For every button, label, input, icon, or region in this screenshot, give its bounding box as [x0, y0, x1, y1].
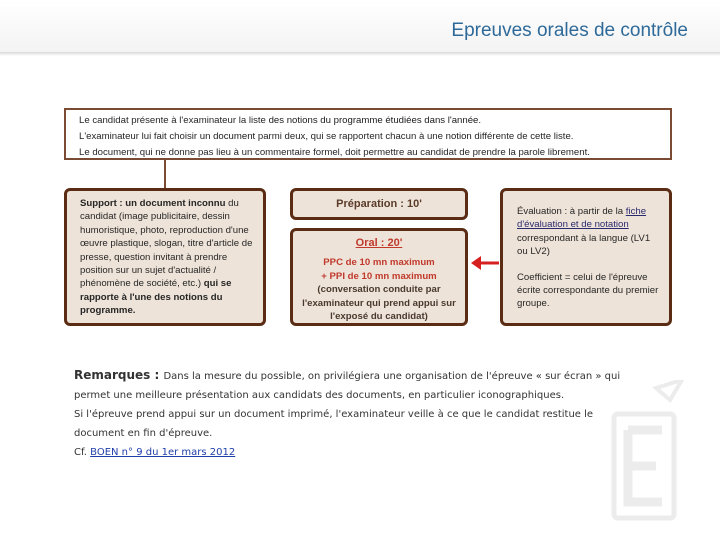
intro-box	[64, 108, 672, 160]
support-bold-tail: qui se rapporte à l'une des notions du programme.	[80, 278, 232, 317]
support-label: Support : un document inconnu	[80, 198, 226, 209]
evaluation-sheet-link[interactable]: fiche d'évaluation et de notation	[517, 206, 647, 231]
support-box	[64, 188, 266, 326]
page-title: Epreuves orales de contrôle	[451, 20, 688, 41]
intro-text: différente de cette liste.	[471, 131, 574, 142]
remarks-lead: Remarques :	[74, 368, 164, 382]
watermark-e-icon	[586, 380, 706, 530]
evaluation-lead: Évaluation : à partir de la	[517, 206, 626, 217]
coefficient-text: Coefficient = celui de l'épreuve écrite correspondante du premier groupe.	[517, 271, 659, 310]
evaluation-tail: correspondant à la langue (LV1 ou LV2)	[517, 232, 651, 258]
boen-link[interactable]: BOEN n° 9 du 1er mars 2012	[90, 447, 236, 458]
remarks-paragraph-2: Si l'épreuve prend appui sur un document imprimé, l'examinateur veille à ce que le candidat restitue le document en fin d'épreuve.	[74, 409, 594, 439]
preparation-box: Préparation : 10'	[290, 188, 468, 220]
intro-emphasis: notion	[445, 131, 472, 142]
reference-prefix: Cf.	[74, 447, 91, 458]
support-text: du candidat (image publicitaire, dessin humoristique, photo, reproduction d'une œuvre plastique, slogan, titre d'article de presse, question invitant à prendre position sur un sujet d'actualité / phénomène de société, etc.)	[80, 198, 253, 290]
title-rule	[0, 52, 720, 56]
intro-emphasis: un document	[199, 131, 256, 142]
left-arrow-icon	[470, 254, 500, 272]
oral-line-1: PPC de 10 mn maximum	[323, 257, 435, 269]
oral-heading: Oral : 20'	[355, 237, 403, 249]
remarks-section	[74, 366, 634, 462]
intro-emphasis: des notions du programme étudiées dans l'année.	[268, 115, 482, 126]
remarks-reference	[74, 443, 634, 462]
intro-text: Le candidat présente à l'examinateur la liste	[79, 115, 269, 126]
oral-line-3: (conversation conduite par l'examinateur qui prend appui sur l'exposé du candidat)	[302, 284, 456, 323]
oral-box	[290, 228, 468, 326]
intro-text: parmi deux, qui se rapportent chacun à une	[255, 131, 446, 142]
connector-line	[164, 160, 166, 188]
intro-line-3: Le document, qui ne donne pas lieu à un commentaire formel, doit permettre au candidat de prendre la parole librement.	[79, 147, 590, 158]
remarks-text-1: Dans la mesure du possible, on privilégiera une organisation de l'épreuve « sur écran » qui permet une meilleure présentation aux candidats des documents, en particulier iconographiques.	[74, 371, 621, 401]
evaluation-box	[500, 188, 672, 326]
intro-line-1	[79, 113, 670, 129]
intro-text: L'examinateur lui fait choisir	[79, 131, 200, 142]
remarks-paragraph-1	[74, 366, 634, 405]
oral-line-2: + PPI de 10 mn maximum	[321, 270, 437, 282]
intro-line-2	[79, 129, 670, 145]
spacer	[517, 259, 661, 271]
